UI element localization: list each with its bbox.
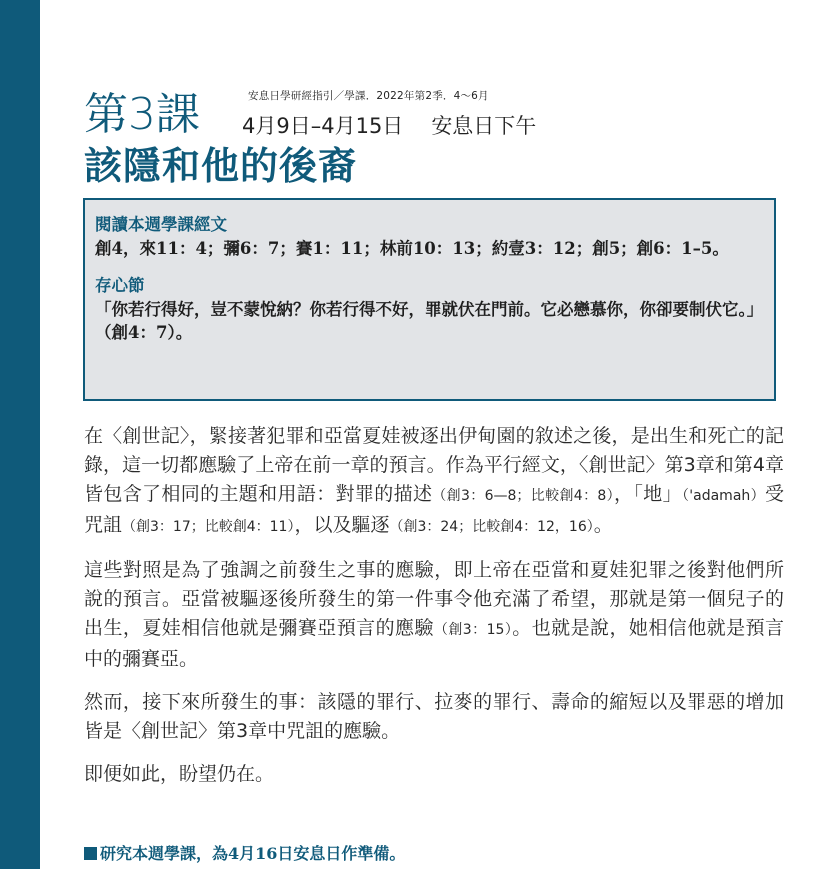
memory-heading: 存心節 [95,276,145,295]
day-label: 安息日下午 [431,114,537,138]
date-line [242,110,536,140]
scripture-ref: （創3：15） [433,622,513,638]
series-line: 安息日學研經指引／學課．2022年第2季．4～6月 [248,90,489,102]
hebrew-word: （'adamah） [681,488,765,504]
paragraph-3: 然而，接下來所發生的事：該隱的罪行、拉麥的罪行、壽命的縮短以及罪惡的增加皆是〈創世記〉第3章中咒詛的應驗。 [84,691,784,742]
date-range: 4月9日–4月15日 [242,114,404,138]
scripture-ref: （創3：17；比較創4：11） [122,519,295,535]
lesson-body [84,422,784,803]
footer-note [84,842,405,866]
scripture-ref: （創3：24；比較創4：12，16） [389,519,594,535]
square-bullet-icon [84,847,97,860]
footer-text: 研究本週學課，為4月16日安息日作準備。 [100,844,406,863]
memory-text: 「你若行得好，豈不蒙悅納？你若行得不好，罪就伏在門前。它必戀慕你，你卻要制伏它。」（創4：7）。 [95,300,755,342]
paragraph-1-text-b: ，「地」 [614,483,682,505]
lesson-title: 該隱和他的後裔 [84,143,358,188]
paragraph-1-text-c: 受咒詛 [84,483,784,536]
paragraph-1-text-d: ，以及驅逐 [294,514,390,536]
lesson-number: 第3課 [84,89,200,140]
paragraph-2-text-a: 這些對照是為了強調之前發生之事的應驗，即上帝在亞當和夏娃犯罪之後對他們所說的預言。亞當被驅逐後所發生的第一件事令他充滿了希望，那就是第一個兒子的出生，夏娃相信他就是彌賽亞預言的應驗 [84,559,784,639]
paragraph-1-text-a: 在〈創世記〉，緊接著犯罪和亞當夏娃被逐出伊甸園的敘述之後，是出生和死亡的記錄，這一切都應驗了上帝在前一章的預言。作為平行經文，〈創世記〉第3章和第4章皆包含了相同的主題和用語：對罪的描述 [84,425,784,505]
paragraph-1 [84,422,784,542]
paragraph-2 [84,556,784,674]
paragraph-1-text-e: 。 [593,514,613,536]
paragraph-2-text-b: 。也就是說，她相信他就是預言中的彌賽亞。 [84,617,784,670]
scripture-ref: （創3：6—8；比較創4：8） [432,488,615,504]
paragraph-4: 即便如此，盼望仍在。 [84,763,275,785]
reading-refs: 創4，來11：4；彌6：7；賽1：11；林前10：13；約壹3：12；創5；創6：1–5。 [95,239,729,258]
reading-heading: 閱讀本週學課經文 [95,215,227,234]
side-color-bar [0,0,40,869]
reading-box [83,198,776,401]
